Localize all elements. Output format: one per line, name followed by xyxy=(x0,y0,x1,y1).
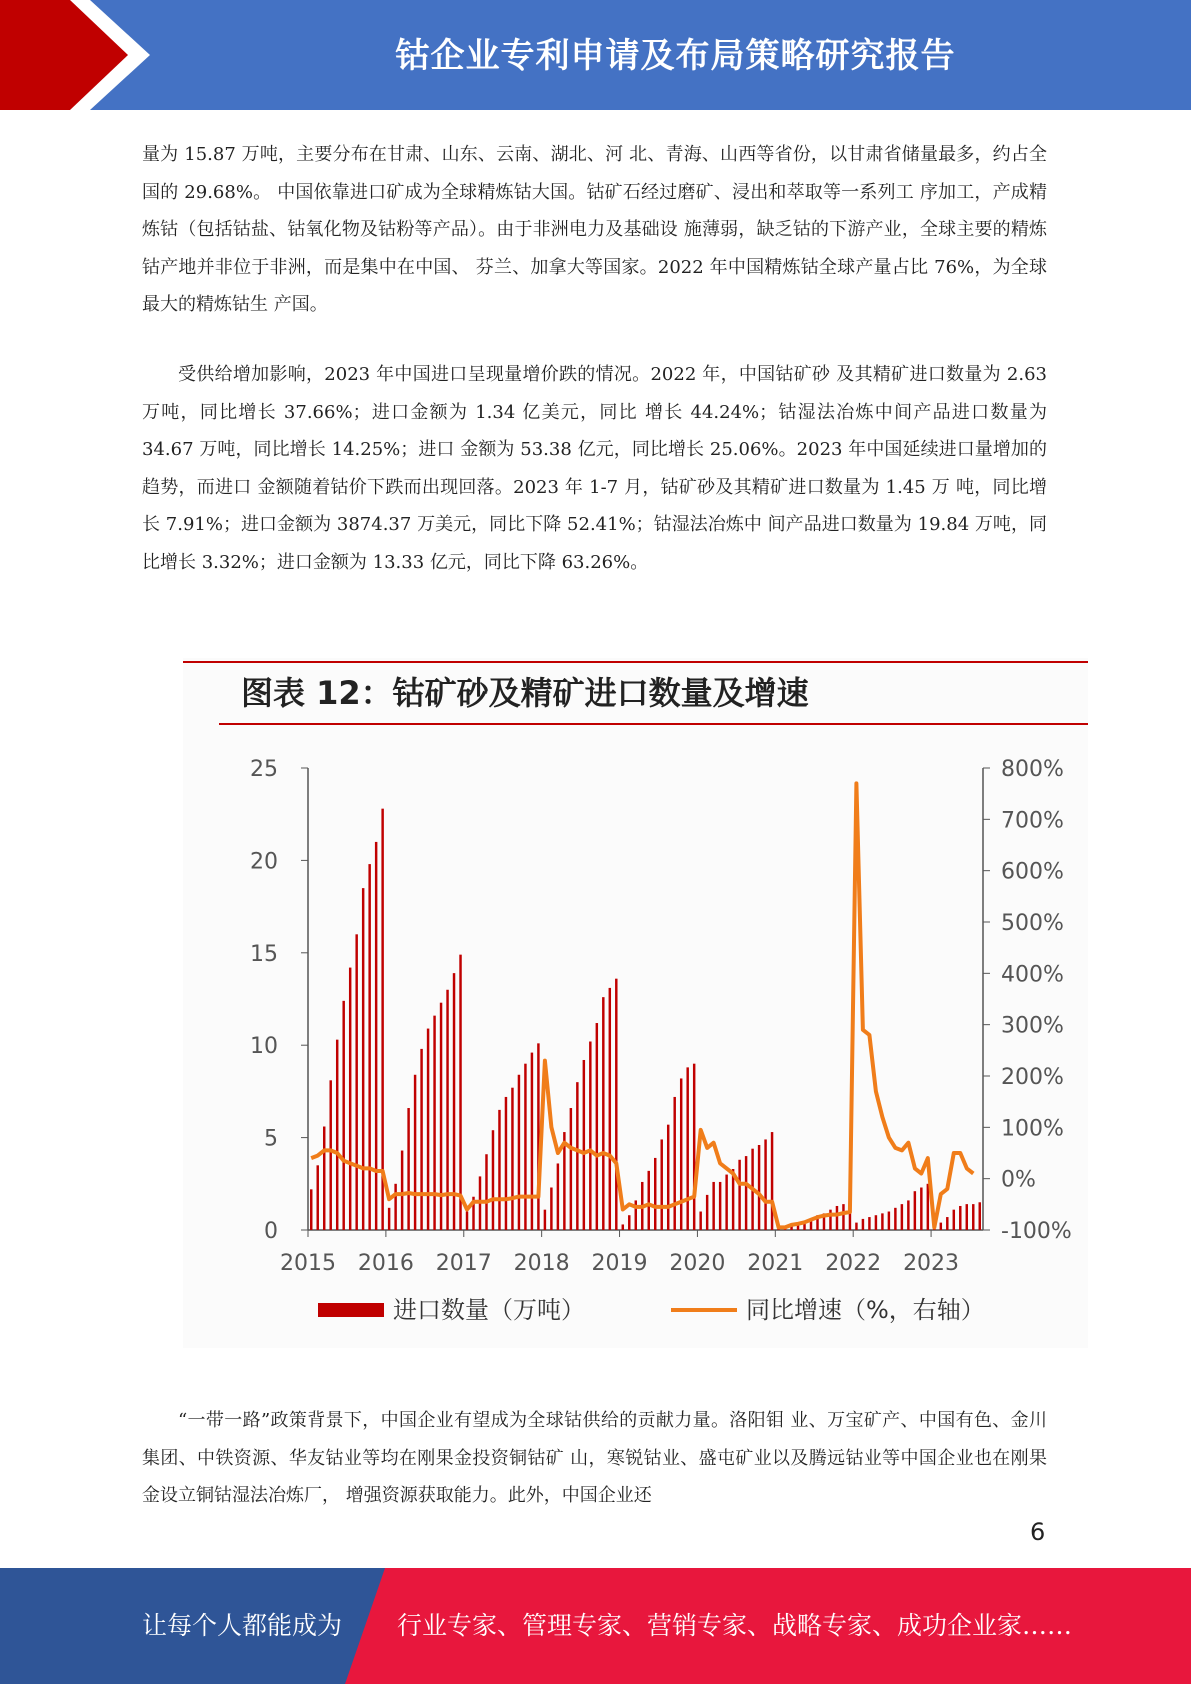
paragraph-reserves: 量为 15.87 万吨，主要分布在甘肃、山东、云南、湖北、河 北、青海、山西等省份，以甘肃省储量最多，约占全国的 29.68%。 中国依靠进口矿成为全球精炼钴大国。钴矿石经过磨矿、浸出和萃取等一系列工 序加工，产成精炼钴（包括钴盐、钴氧化物及钴粉等产品）。由于非洲电力及基础设 施薄弱，缺乏钴的下游产业，全球主要的精炼钴产地并非位于非洲，而是集中在中国、 芬兰、加拿大等国家。2022 年中国精炼钴全球产量占比 76%，为全球最大的精炼钴生 产国。 xyxy=(142,144,1047,315)
import-volume-bar xyxy=(466,1212,468,1230)
import-volume-bar xyxy=(868,1217,870,1230)
import-volume-bar xyxy=(875,1215,877,1230)
right-axis-tick-label: 0% xyxy=(1001,1167,1036,1193)
import-volume-bar xyxy=(953,1210,955,1230)
left-axis-tick-label: 10 xyxy=(250,1034,278,1060)
import-volume-bar xyxy=(401,1151,403,1230)
right-axis-tick-label: 100% xyxy=(1001,1116,1064,1142)
paragraph-belt-road: “一带一路”政策背景下，中国企业有望成为全球钴供给的贡献力量。洛阳钼 业、万宝矿产、中国有色、金川集团、中铁资源、华友钴业等均在刚果金投资铜钴矿 山，寒锐钴业、盛屯矿业以及腾远钴业等中国企业也在刚果金设立铜钴湿法冶炼厂， 增强资源获取能力。此外，中国企业还 xyxy=(142,1410,1047,1506)
right-axis-tick-label: 700% xyxy=(1001,808,1064,834)
import-volume-bar xyxy=(583,1060,585,1230)
import-volume-bar xyxy=(576,1082,578,1230)
import-volume-bar xyxy=(368,864,370,1230)
import-volume-bar xyxy=(544,1210,546,1230)
import-volume-bar xyxy=(329,1080,331,1230)
x-axis-tick-label: 2020 xyxy=(669,1251,726,1276)
import-volume-bar xyxy=(531,1053,533,1230)
import-volume-bar xyxy=(602,997,604,1230)
right-axis-tick-label: 600% xyxy=(1001,859,1064,885)
import-volume-bar xyxy=(888,1212,890,1230)
import-volume-bar xyxy=(972,1204,974,1230)
import-volume-bar xyxy=(609,988,611,1230)
import-volume-bar xyxy=(505,1097,507,1230)
import-volume-bar xyxy=(394,1184,396,1230)
import-volume-bar xyxy=(920,1187,922,1230)
footer-slogan-right: 行业专家、管理专家、营销专家、战略专家、成功企业家…… xyxy=(397,1611,1073,1640)
import-volume-bar xyxy=(842,1204,844,1230)
yoy-growth-line xyxy=(311,783,973,1227)
import-volume-bar xyxy=(725,1175,727,1230)
import-volume-bar xyxy=(310,1189,312,1230)
page-number: 6 xyxy=(1030,1518,1046,1546)
left-axis-tick-label: 15 xyxy=(250,941,278,967)
import-volume-bar xyxy=(414,1075,416,1230)
import-volume-bar xyxy=(738,1160,740,1230)
x-axis-tick-label: 2019 xyxy=(591,1251,648,1276)
import-volume-bar xyxy=(862,1219,864,1230)
import-volume-bar xyxy=(667,1125,669,1230)
import-volume-bar xyxy=(453,973,455,1230)
import-volume-bar xyxy=(355,934,357,1230)
import-volume-bar xyxy=(907,1200,909,1230)
import-volume-bar xyxy=(492,1130,494,1230)
import-volume-bar xyxy=(518,1075,520,1230)
import-volume-bar xyxy=(673,1097,675,1230)
import-volume-bar xyxy=(336,1040,338,1230)
page-footer xyxy=(0,1568,1191,1684)
legend-label-volume: 进口数量（万吨） xyxy=(393,1296,585,1324)
x-axis-tick-label: 2021 xyxy=(747,1251,804,1276)
x-axis-tick-label: 2023 xyxy=(903,1251,960,1276)
import-volume-bar xyxy=(420,1049,422,1230)
import-volume-bar xyxy=(699,1212,701,1230)
import-chart xyxy=(183,658,1088,1348)
legend-swatch-volume xyxy=(318,1303,384,1317)
import-volume-bar xyxy=(459,955,461,1230)
import-volume-bar xyxy=(719,1182,721,1230)
import-volume-bar xyxy=(771,1132,773,1230)
import-volume-bar xyxy=(427,1029,429,1230)
import-volume-bar xyxy=(648,1171,650,1230)
import-volume-bar xyxy=(940,1223,942,1230)
import-volume-bar xyxy=(349,968,351,1230)
import-volume-bar xyxy=(654,1158,656,1230)
left-axis-tick-label: 5 xyxy=(264,1126,278,1152)
import-volume-bar xyxy=(693,1064,695,1230)
page-header xyxy=(0,0,1191,110)
report-title: 钴企业专利申请及布局策略研究报告 xyxy=(395,36,956,76)
import-volume-bar xyxy=(596,1023,598,1230)
import-volume-bar xyxy=(914,1191,916,1230)
left-axis-tick-label: 20 xyxy=(250,849,278,875)
import-volume-bar xyxy=(901,1204,903,1230)
import-volume-bar xyxy=(706,1195,708,1230)
import-volume-bar xyxy=(946,1217,948,1230)
import-volume-bar xyxy=(342,1001,344,1230)
right-axis-tick-label: 400% xyxy=(1001,962,1064,988)
import-volume-bar xyxy=(660,1139,662,1230)
import-volume-bar xyxy=(628,1215,630,1230)
import-volume-bar xyxy=(881,1213,883,1230)
import-volume-bar xyxy=(317,1165,319,1230)
x-axis-tick-label: 2018 xyxy=(513,1251,570,1276)
import-volume-bar xyxy=(557,1163,559,1230)
import-volume-bar xyxy=(959,1206,961,1230)
x-axis-tick-label: 2015 xyxy=(280,1251,336,1276)
import-volume-bar xyxy=(927,1184,929,1230)
import-volume-bar xyxy=(524,1064,526,1230)
import-volume-bar xyxy=(855,1223,857,1230)
import-volume-bar xyxy=(407,1108,409,1230)
import-volume-bar xyxy=(381,809,383,1230)
figure-import-chart xyxy=(183,658,1088,1348)
right-axis-tick-label: 500% xyxy=(1001,911,1064,936)
left-axis-tick-label: 0 xyxy=(264,1219,278,1244)
x-axis-tick-label: 2016 xyxy=(357,1251,414,1276)
import-volume-bar xyxy=(622,1224,624,1230)
import-volume-bar xyxy=(433,1016,435,1230)
paragraph-imports: 受供给增加影响，2023 年中国进口呈现量增价跌的情况。2022 年，中国钴矿砂 及其精矿进口数量为 2.63 万吨，同比增长 37.66%；进口金额为 1.34 亿美元，同比 增长 44.24%；钴湿法冶炼中间产品进口数量为 34.67 万吨，同比增长 14.25%；进口 金额为 53.38 亿元，同比增长 25.06%。2023 年中国延续进口量增加的趋势，而进口 金额随着钴价下跌而出现回落。2023 年 1-7 月，钴矿砂及其精矿进口数量为 1.45 万 吨，同比增长 7.91%；进口金额为 3874.37 万美元，同比下降 52.41%；钴湿法冶炼中 间产品进口数量为 19.84 万吨，同比增长 3.32%；进口金额为 13.33 亿元，同比下降 63.26%。 xyxy=(142,364,1047,573)
import-volume-bar xyxy=(485,1154,487,1230)
right-axis-tick-label: 300% xyxy=(1001,1013,1064,1039)
import-volume-bar xyxy=(894,1208,896,1230)
import-volume-bar xyxy=(712,1182,714,1230)
import-volume-bar xyxy=(511,1088,513,1230)
x-axis-tick-label: 2022 xyxy=(825,1251,882,1276)
left-axis-tick-label: 25 xyxy=(250,757,278,782)
import-volume-bar xyxy=(836,1206,838,1230)
import-volume-bar xyxy=(388,1208,390,1230)
import-volume-bar xyxy=(979,1202,981,1230)
import-volume-bar xyxy=(680,1078,682,1230)
import-volume-bar xyxy=(745,1156,747,1230)
import-volume-bar xyxy=(764,1139,766,1230)
chart-title: 图表 12：钴矿砂及精矿进口数量及增速 xyxy=(241,674,809,712)
import-volume-bar xyxy=(323,1127,325,1230)
import-volume-bar xyxy=(362,888,364,1230)
right-axis-tick-label: -100% xyxy=(1001,1219,1072,1244)
import-volume-bar xyxy=(498,1110,500,1230)
import-volume-bar xyxy=(570,1108,572,1230)
import-volume-bar xyxy=(758,1145,760,1230)
legend-label-growth: 同比增速（%，右轴） xyxy=(746,1296,985,1324)
footer-slogan-left: 让每个人都能成为 xyxy=(142,1611,343,1640)
right-axis-tick-label: 200% xyxy=(1001,1065,1064,1090)
import-volume-bar xyxy=(966,1204,968,1230)
import-volume-bar xyxy=(686,1067,688,1230)
import-volume-bar xyxy=(615,979,617,1230)
import-volume-bar xyxy=(550,1187,552,1230)
right-axis-tick-label: 800% xyxy=(1001,757,1064,782)
x-axis-tick-label: 2017 xyxy=(435,1251,492,1276)
import-volume-bar xyxy=(589,1042,591,1230)
